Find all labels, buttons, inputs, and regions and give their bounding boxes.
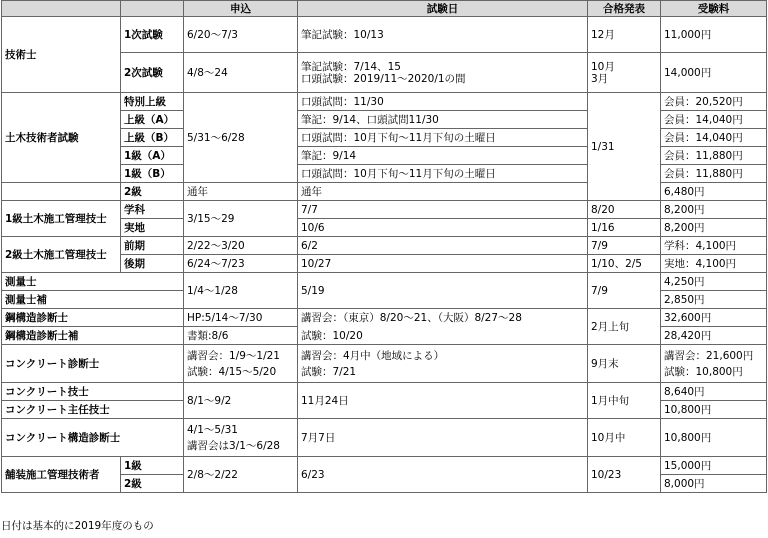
exam-level: 2次試験 [121, 53, 184, 93]
result-date-line: 3月 [591, 72, 609, 85]
exam-fee: 8,200円 [661, 201, 767, 219]
exam-name: 2級土木施工管理技士 [2, 237, 121, 273]
result-date: 7/9 [588, 237, 661, 255]
exam-fee: 10,800円 [661, 401, 767, 419]
exam-fee: 会員：20,520円 [661, 93, 767, 111]
exam-name: コンクリート診断士 [2, 345, 184, 383]
exam-date: 7月7日 [298, 419, 588, 457]
result-date: 9月末 [588, 345, 661, 383]
exam-fee: 15,000円 [661, 457, 767, 475]
result-date: 10/23 [588, 457, 661, 493]
exam-fee: 11,000円 [661, 17, 767, 53]
exam-name: 鋼構造診断士補 [2, 327, 184, 345]
apply-period: HP:5/14〜7/30 [184, 309, 298, 327]
table-row [2, 17, 767, 53]
exam-date [298, 345, 588, 383]
exam-fee: 14,000円 [661, 53, 767, 93]
exam-fee: 実地：4,100円 [661, 255, 767, 273]
exam-date: 11月24日 [298, 383, 588, 419]
header-fee: 受験料 [661, 1, 767, 17]
exam-fee [661, 345, 767, 383]
exam-fee-line: 講習会：21,600円 [664, 349, 754, 362]
exam-level: 実地 [121, 219, 184, 237]
header-apply: 申込 [184, 1, 298, 17]
exam-fee: 8,000円 [661, 475, 767, 493]
exam-date-line: 試験：7/21 [301, 365, 357, 378]
result-date: 2月上旬 [588, 309, 661, 345]
exam-fee: 学科：4,100円 [661, 237, 767, 255]
exam-level: 2級 [121, 183, 184, 201]
exam-name: 測量士 [2, 273, 184, 291]
exam-date: 口頭試問：11/30 [298, 93, 588, 111]
exam-date: 6/23 [298, 457, 588, 493]
exam-name: 技術士 [2, 17, 121, 93]
apply-period [184, 345, 298, 383]
exam-fee: 2,850円 [661, 291, 767, 309]
exam-level: 上級（A） [121, 111, 184, 129]
apply-period: 1/4〜1/28 [184, 273, 298, 309]
exam-level: 1級 [121, 457, 184, 475]
apply-period: 6/24〜7/23 [184, 255, 298, 273]
apply-period-line: 試験：4/15〜5/20 [187, 365, 277, 378]
apply-period-line: 講習会は3/1〜6/28 [187, 439, 280, 452]
table-row [2, 273, 767, 291]
apply-period: 4/8〜24 [184, 53, 298, 93]
table-row [2, 457, 767, 475]
exam-fee: 28,420円 [661, 327, 767, 345]
exam-date: 筆記：9/14、口頭試問11/30 [298, 111, 588, 129]
exam-level: 2級 [121, 475, 184, 493]
exam-date [298, 53, 588, 93]
exam-fee: 会員：14,040円 [661, 111, 767, 129]
table-row [2, 237, 767, 255]
header-cell [121, 1, 184, 17]
exam-name: 鋼構造診断士 [2, 309, 184, 327]
exam-fee: 8,640円 [661, 383, 767, 401]
exam-fee: 8,200円 [661, 219, 767, 237]
apply-period: 5/31〜6/28 [184, 93, 298, 183]
exam-name: 舗装施工管理技術者 [2, 457, 121, 493]
exam-date: 7/7 [298, 201, 588, 219]
exam-name: 土木技術者試験 [2, 93, 121, 183]
exam-name: コンクリート技士 [2, 383, 184, 401]
apply-period: 通年 [184, 183, 298, 201]
table-row [2, 309, 767, 327]
exam-date-line: 口頭試験：2019/11〜2020/1の間 [301, 72, 466, 85]
exam-name: 1級土木施工管理技士 [2, 201, 121, 237]
table-row [2, 419, 767, 457]
result-date: 1月中旬 [588, 383, 661, 419]
apply-period: 6/20〜7/3 [184, 17, 298, 53]
exam-fee: 会員：11,880円 [661, 165, 767, 183]
exam-level: 学科 [121, 201, 184, 219]
header-result: 合格発表 [588, 1, 661, 17]
apply-period: 書類:8/6 [184, 327, 298, 345]
apply-period-line: 講習会：1/9〜1/21 [187, 349, 280, 362]
result-date: 10月中 [588, 419, 661, 457]
apply-period-line: 4/1〜5/31 [187, 423, 238, 436]
exam-level: 1級（B） [121, 165, 184, 183]
table-row [2, 383, 767, 401]
exam-fee: 6,480円 [661, 183, 767, 201]
result-date: 1/16 [588, 219, 661, 237]
table-row [2, 93, 767, 111]
exam-fee: 会員：11,880円 [661, 147, 767, 165]
exam-fee: 32,600円 [661, 309, 767, 327]
exam-level: 上級（B） [121, 129, 184, 147]
table-row [2, 345, 767, 383]
apply-period: 8/1〜9/2 [184, 383, 298, 419]
apply-period: 2/22〜3/20 [184, 237, 298, 255]
exam-name [2, 183, 121, 201]
result-date: 1/10、2/5 [588, 255, 661, 273]
exam-level: 1級（A） [121, 147, 184, 165]
footnote: 日付は基本的に2019年度のもの [1, 520, 154, 532]
exam-name: 測量士補 [2, 291, 184, 309]
exam-level: 1次試験 [121, 17, 184, 53]
exam-name: コンクリート構造診断士 [2, 419, 184, 457]
exam-date: 口頭試問：10月下旬〜11月下旬の土曜日 [298, 165, 588, 183]
exam-date-line: 筆記試験：7/14、15 [301, 60, 401, 73]
apply-period [184, 419, 298, 457]
exam-fee: 会員：14,040円 [661, 129, 767, 147]
result-date [588, 53, 661, 93]
exam-date: 通年 [298, 183, 588, 201]
header-exam-date: 試験日 [298, 1, 588, 17]
exam-date: 5/19 [298, 273, 588, 309]
exam-schedule-table [1, 0, 767, 493]
exam-fee-line: 試験：10,800円 [664, 365, 743, 378]
exam-date: 筆記：9/14 [298, 147, 588, 165]
result-date: 1/31 [588, 93, 661, 201]
header-cell [2, 1, 121, 17]
exam-date-line: 講習会：4月中（地域による） [301, 349, 445, 362]
exam-date [298, 309, 588, 345]
exam-date: 筆記試験：10/13 [298, 17, 588, 53]
exam-date-line: 講習会：（東京）8/20〜21、（大阪）8/27〜28 [301, 311, 522, 324]
exam-level: 特別上級 [121, 93, 184, 111]
result-date: 8/20 [588, 201, 661, 219]
result-date: 7/9 [588, 273, 661, 309]
exam-date: 10/27 [298, 255, 588, 273]
result-date: 12月 [588, 17, 661, 53]
table-row [2, 201, 767, 219]
exam-date: 口頭試問：10月下旬〜11月下旬の土曜日 [298, 129, 588, 147]
exam-fee: 4,250円 [661, 273, 767, 291]
exam-level: 前期 [121, 237, 184, 255]
exam-level: 後期 [121, 255, 184, 273]
apply-period: 3/15〜29 [184, 201, 298, 237]
result-date-line: 10月 [591, 60, 615, 73]
apply-period: 2/8〜2/22 [184, 457, 298, 493]
exam-date: 6/2 [298, 237, 588, 255]
exam-name: コンクリート主任技士 [2, 401, 184, 419]
exam-date-line: 試験：10/20 [301, 329, 363, 342]
exam-fee: 10,800円 [661, 419, 767, 457]
exam-date: 10/6 [298, 219, 588, 237]
table-header-row [2, 1, 767, 17]
